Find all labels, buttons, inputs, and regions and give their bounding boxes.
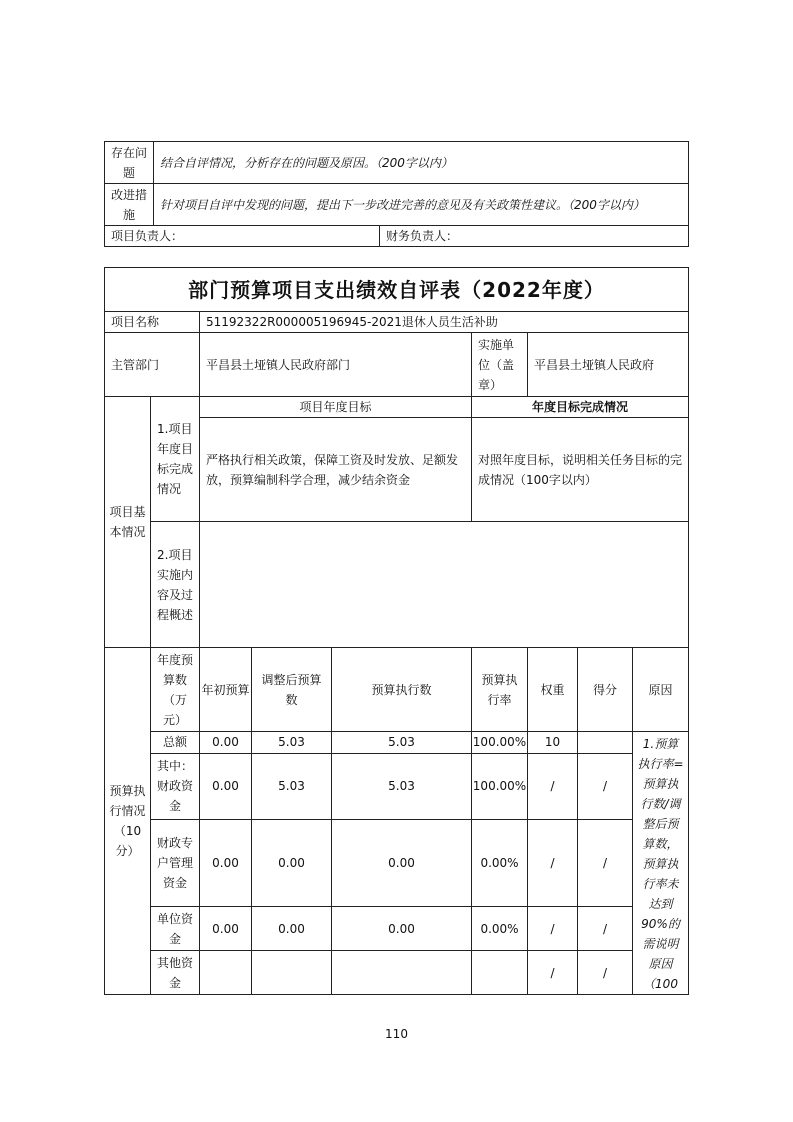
rate-value — [472, 951, 528, 995]
finance-leader-label: 财务负责人： — [380, 226, 689, 247]
weight-header: 权重 — [528, 648, 578, 732]
annual-budget-header: 年度预算数（万元） — [151, 648, 200, 732]
adjusted-value: 5.03 — [252, 732, 332, 754]
impl-content-value — [200, 522, 689, 648]
executed-value: 0.00 — [332, 819, 472, 907]
page-number: 110 — [385, 1027, 408, 1041]
impl-unit-value: 平昌县土垭镇人民政府 — [528, 333, 689, 397]
rate-header: 预算执行率 — [472, 648, 528, 732]
initial-value — [200, 951, 252, 995]
weight-value: / — [528, 753, 578, 819]
problem-text: 结合自评情况，分析存在的问题及原因。（200字以内） — [154, 142, 689, 184]
initial-value: 0.00 — [200, 819, 252, 907]
adjusted-value: 0.00 — [252, 907, 332, 951]
weight-value: / — [528, 819, 578, 907]
score-value: / — [578, 753, 633, 819]
executed-header: 预算执行数 — [332, 648, 472, 732]
dept-value: 平昌县土垭镇人民政府部门 — [200, 333, 472, 397]
annual-goal-text: 严格执行相关政策，保障工资及时发放、足额发放，预算编制科学合理，减少结余资金 — [200, 418, 472, 522]
row-label: 总额 — [151, 732, 200, 754]
completion-header: 年度目标完成情况 — [472, 397, 689, 418]
basic-info-label: 项目基本情况 — [105, 397, 151, 648]
annual-goal-header: 项目年度目标 — [200, 397, 472, 418]
executed-value: 5.03 — [332, 753, 472, 819]
score-value: / — [578, 907, 633, 951]
executed-value: 0.00 — [332, 907, 472, 951]
adjusted-value: 0.00 — [252, 819, 332, 907]
budget-row — [105, 753, 689, 819]
budget-label: 预算执行情况（10分） — [105, 648, 151, 995]
score-value: / — [578, 819, 633, 907]
initial-budget-header: 年初预算 — [200, 648, 252, 732]
row-label: 财政专户管理资金 — [151, 819, 200, 907]
impl-content-label: 2.项目实施内容及过程概述 — [151, 522, 200, 648]
score-header: 得分 — [578, 648, 633, 732]
row-label: 单位资金 — [151, 907, 200, 951]
measures-text: 针对项目自评中发现的问题，提出下一步改进完善的意见及有关政策性建议。（200字以内） — [154, 184, 689, 226]
weight-value: / — [528, 907, 578, 951]
adjusted-value: 5.03 — [252, 753, 332, 819]
rate-value: 100.00% — [472, 753, 528, 819]
budget-row — [105, 951, 689, 995]
rate-value: 100.00% — [472, 732, 528, 754]
initial-value: 0.00 — [200, 907, 252, 951]
rate-value: 0.00% — [472, 819, 528, 907]
problem-label: 存在问题 — [105, 142, 154, 184]
budget-row — [105, 732, 689, 754]
executed-value — [332, 951, 472, 995]
reason-text: 1.预算执行率=预算执行数/调整后预算数，预算执行率未达到90%的需说明原因（100 — [633, 732, 689, 995]
budget-row — [105, 819, 689, 907]
annual-goal-label: 1.项目年度目标完成情况 — [151, 397, 200, 522]
completion-text: 对照年度目标，说明相关任务目标的完成情况（100字以内） — [472, 418, 689, 522]
adjusted-value — [252, 951, 332, 995]
reason-header: 原因 — [633, 648, 689, 732]
project-leader-label: 项目负责人： — [105, 226, 380, 247]
project-name-label: 项目名称 — [105, 312, 200, 333]
score-value: / — [578, 951, 633, 995]
impl-unit-label: 实施单位（盖章） — [472, 333, 528, 397]
top-table — [104, 141, 689, 247]
initial-value: 0.00 — [200, 753, 252, 819]
row-label: 其中：财政资金 — [151, 753, 200, 819]
weight-value: 10 — [528, 732, 578, 754]
weight-value: / — [528, 951, 578, 995]
rate-value: 0.00% — [472, 907, 528, 951]
budget-row — [105, 907, 689, 951]
row-label: 其他资金 — [151, 951, 200, 995]
initial-value: 0.00 — [200, 732, 252, 754]
performance-table — [104, 267, 689, 995]
adjusted-budget-header: 调整后预算数 — [252, 648, 332, 732]
dept-label: 主管部门 — [105, 333, 200, 397]
measures-label: 改进措施 — [105, 184, 154, 226]
executed-value: 5.03 — [332, 732, 472, 754]
score-value — [578, 732, 633, 754]
project-name-value: 51192322R000005196945-2021退休人员生活补助 — [200, 312, 689, 333]
table-title: 部门预算项目支出绩效自评表（2022年度） — [105, 268, 689, 312]
